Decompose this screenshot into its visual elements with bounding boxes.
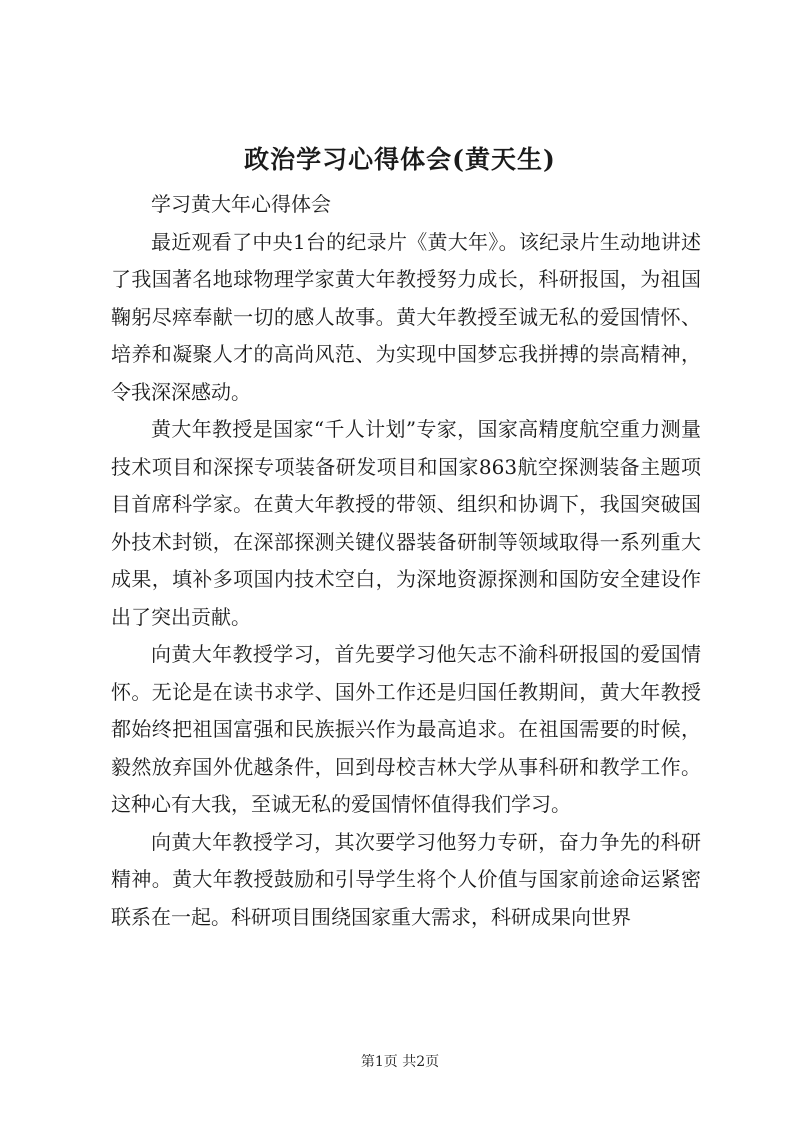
paragraph: 最近观看了中央1台的纪录片《黄大年》。该纪录片生动地讲述了我国著名地球物理学家黄大年教授努力成长，科研报国，为祖国鞠躬尽瘁奉献一切的感人故事。黄大年教授至诚无私的爱国情怀、培养和凝聚人才的高尚风范、为实现中国梦忘我拼搏的崇高精神，令我深深感动。	[111, 229, 701, 404]
document-title: 政治学习心得体会(黄天生)	[244, 145, 556, 174]
document-body	[111, 186, 701, 936]
paragraph: 黄大年教授是国家“千人计划”专家，国家高精度航空重力测量技术项目和深探专项装备研发项目和国家863航空探测装备主题项目首席科学家。在黄大年教授的带领、组织和协调下，我国突破国外技术封锁，在深部探测关键仪器装备研制等领域取得一系列重大成果，填补多项国内技术空白，为深地资源探测和国防安全建设作出了突出贡献。	[111, 417, 701, 629]
paragraph: 向黄大年教授学习，其次要学习他努力专研，奋力争先的科研精神。黄大年教授鼓励和引导学生将个人价值与国家前途命运紧密联系在一起。科研项目围绕国家重大需求，科研成果向世界	[111, 829, 701, 929]
paragraph: 向黄大年教授学习，首先要学习他矢志不渝科研报国的爱国情怀。无论是在读书求学、国外工作还是归国任教期间，黄大年教授都始终把祖国富强和民族振兴作为最高追求。在祖国需要的时候，毅然放弃国外优越条件，回到母校吉林大学从事科研和教学工作。这种心有大我，至诚无私的爱国情怀值得我们学习。	[111, 642, 701, 816]
page-number: 第1页 共2页	[360, 1054, 440, 1070]
paragraph-subtitle: 学习黄大年心得体会	[151, 192, 331, 216]
